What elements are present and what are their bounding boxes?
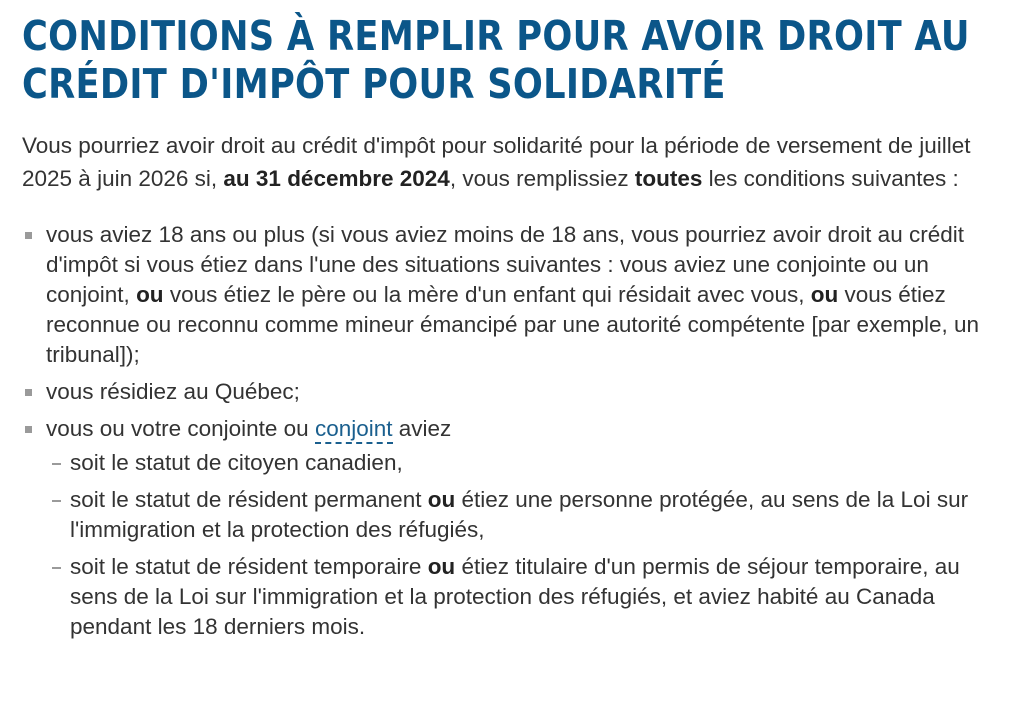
status-temporary-bold: ou xyxy=(427,554,456,579)
page-title-line-1: CONDITIONS À REMPLIR POUR AVOIR DROIT AU xyxy=(22,12,970,60)
status-temporary-resident xyxy=(46,552,1002,642)
intro-toutes-bold: toutes xyxy=(634,166,703,191)
condition-age xyxy=(22,220,1002,370)
dash-bullet-icon xyxy=(52,463,61,465)
status-temporary-text-b: étiez titulaire d'un permis de séjour temporaire, au sens de la Loi sur l'immigration et la protection des réfugiés, et aviez habité au Canada pendant les 18 derniers mois. xyxy=(70,554,960,639)
intro-date-bold: au 31 décembre 2024 xyxy=(223,166,450,191)
condition-age-bold-b: ou xyxy=(810,282,839,307)
status-permanent-bold: ou xyxy=(427,487,456,512)
status-temporary-text-a: soit le statut de résident temporaire xyxy=(70,554,428,579)
dash-bullet-icon xyxy=(52,567,61,569)
page-title-line-2: CRÉDIT D'IMPÔT POUR SOLIDARITÉ xyxy=(22,60,726,108)
intro-text-2: , vous remplissiez xyxy=(449,166,635,191)
conditions-list xyxy=(22,220,1002,642)
intro-text-1: Vous pourriez avoir droit au crédit d'impôt pour solidarité pour la période de versement de juillet 2025 à juin 2026 si, xyxy=(22,133,971,191)
square-bullet-icon xyxy=(25,389,32,396)
intro-paragraph xyxy=(22,129,1002,195)
status-citizen xyxy=(46,448,1002,478)
status-permanent-text-a: soit le statut de résident permanent xyxy=(70,487,428,512)
page-title xyxy=(22,12,1002,108)
status-permanent-text-b: étiez une personne protégée, au sens de la Loi sur l'immigration et la protection des réfugiés, xyxy=(70,487,969,542)
condition-age-text-b: vous étiez le père ou la mère d'un enfant qui résidait avec vous, xyxy=(163,282,811,307)
condition-age-text-a: vous aviez 18 ans ou plus (si vous aviez moins de 18 ans, vous pourriez avoir droit au crédit d'impôt si vous étiez dans l'une des situations suivantes : vous aviez une conjointe ou un conjoint, xyxy=(46,222,964,307)
square-bullet-icon xyxy=(25,232,32,239)
condition-status xyxy=(22,414,1002,642)
condition-status-text-after: aviez xyxy=(392,416,452,441)
condition-residence xyxy=(22,377,1002,407)
condition-status-text-before: vous ou votre conjointe ou xyxy=(46,416,315,441)
condition-residence-text: vous résidiez au Québec; xyxy=(46,379,300,404)
dash-bullet-icon xyxy=(52,500,61,502)
conjoint-definition-link[interactable]: conjoint xyxy=(315,416,393,444)
condition-age-text-c: vous étiez reconnue ou reconnu comme mineur émancipé par une autorité compétente [par exemple, un tribunal]); xyxy=(46,282,980,367)
status-permanent-resident xyxy=(46,485,1002,545)
status-citizen-text: soit le statut de citoyen canadien, xyxy=(70,450,403,475)
status-sub-list xyxy=(46,448,1002,642)
condition-age-bold-a: ou xyxy=(136,282,164,307)
intro-text-3: les conditions suivantes : xyxy=(702,166,959,191)
square-bullet-icon xyxy=(25,426,32,433)
